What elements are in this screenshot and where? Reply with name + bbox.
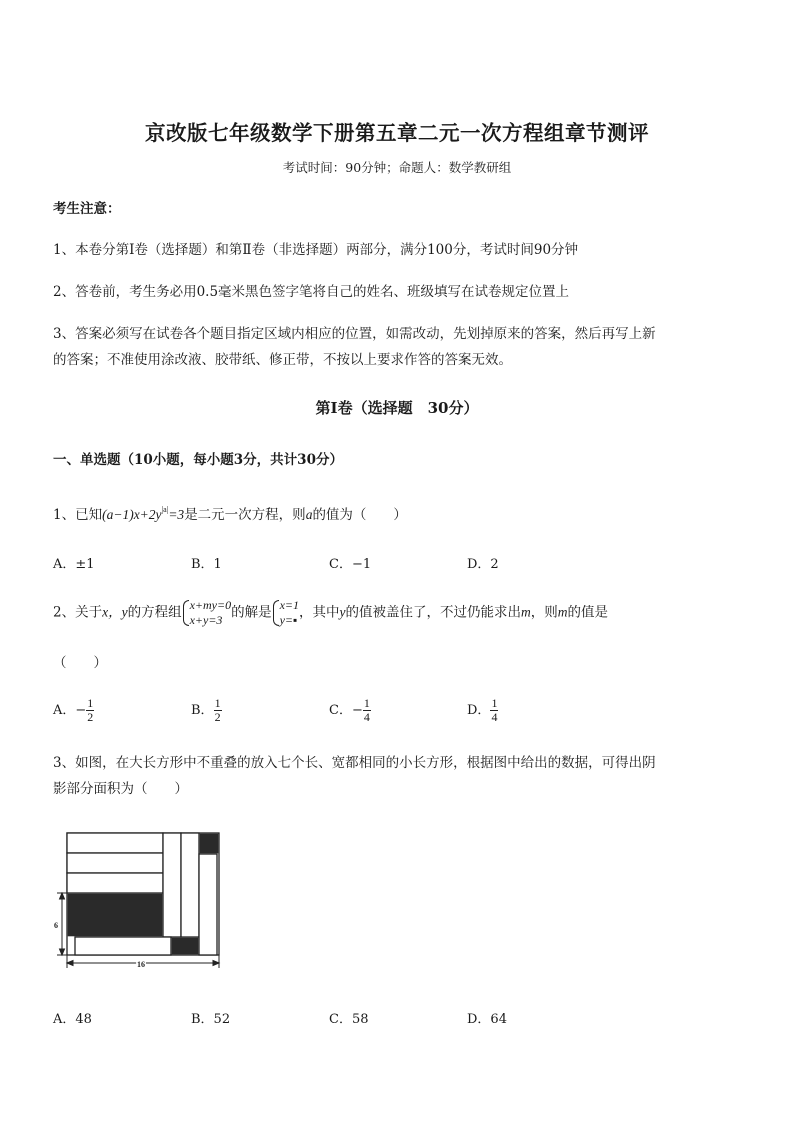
q1-option-c[interactable]: C．−1: [329, 557, 372, 572]
small-rectangle: [163, 833, 181, 937]
notice-item-3-cont: 的答案；不准使用涂改液、胶带纸、修正带，不按以上要求作答的答案无效。: [53, 352, 512, 368]
q3-option-d[interactable]: D．64: [467, 1012, 507, 1027]
q3-text-line-1: 3、如图，在大长方形中不重叠的放入七个长、宽都相同的小长方形，根据图中给出的数据，可得出阴: [53, 755, 656, 771]
q2-equation-system: x+my=0 x+y=3: [182, 598, 232, 628]
question-1: [53, 497, 407, 528]
q3-option-a[interactable]: A．48: [53, 1012, 92, 1027]
shaded-region: [172, 938, 199, 955]
q3-option-c[interactable]: C．58: [329, 1012, 369, 1027]
notice-item-1: 1、本卷分第Ⅰ卷（选择题）和第Ⅱ卷（非选择题）两部分，满分100分，考试时间90分钟: [53, 242, 579, 258]
q3-rectangle-figure: [53, 828, 225, 973]
small-rectangle: [75, 937, 171, 955]
notice-item-2: 2、答卷前，考生务必用0.5毫米黑色签字笔将自己的姓名、班级填写在试卷规定位置上: [53, 284, 570, 300]
q2-solution-system: x=1 y=▪: [272, 598, 299, 628]
q2-option-d[interactable]: D． $\frac{1}{4}$: [467, 696, 498, 724]
page-title: 京改版七年级数学下册第五章二元一次方程组章节测评: [145, 121, 649, 145]
width-label: 16: [137, 960, 145, 969]
shaded-region: [200, 834, 219, 854]
small-rectangle: [67, 873, 163, 893]
q1-suffix: 是二元一次方程，则: [184, 507, 306, 523]
small-rectangle: [199, 854, 217, 955]
small-rectangle: [67, 833, 163, 853]
height-label: 6: [54, 921, 58, 930]
q1-equation: $(a-1)x+2y^{|a|}=3$: [102, 505, 185, 522]
notice-heading: 考生注意：: [53, 201, 121, 217]
q1-option-a[interactable]: A．±1: [53, 557, 95, 572]
q1-var: a: [305, 507, 313, 522]
notice-item-3: 3、答案必须写在试卷各个题目指定区域内相应的位置，如需改动，先划掉原来的答案，然后再写上新: [53, 326, 656, 342]
section-part-heading: 一、单选题（10小题，每小题3分，共计30分）: [53, 452, 343, 468]
section-title: 第Ⅰ卷（选择题 30分）: [315, 399, 479, 417]
page-subtitle: 考试时间：90分钟；命题人：数学教研组: [282, 160, 512, 175]
q3-text-line-2: 影部分面积为（ ）: [53, 781, 188, 797]
q1-option-b[interactable]: B．1: [191, 557, 222, 572]
q1-prefix: 1、已知: [53, 507, 103, 523]
q2-answer-paren: （ ）: [53, 655, 107, 671]
small-rectangle: [181, 833, 199, 937]
q2-option-c[interactable]: C．− $\frac{1}{4}$: [329, 696, 370, 724]
q1-tail: 的值为（ ）: [312, 507, 407, 523]
q3-option-b[interactable]: B．52: [191, 1012, 231, 1027]
q2-option-a[interactable]: A．− $\frac{1}{2}$: [53, 696, 94, 724]
q2-option-b[interactable]: B． $\frac{1}{2}$: [191, 696, 221, 724]
question-2: 2、关于x，y的方程组 x+my=0 x+y=3 的解是 x=1 y=▪ ，其中y的值被盖住了，不过仍能求出m，则m的值是: [53, 598, 609, 627]
q1-option-d[interactable]: D．2: [467, 557, 499, 572]
shaded-region: [68, 894, 163, 937]
small-rectangle: [67, 853, 163, 873]
